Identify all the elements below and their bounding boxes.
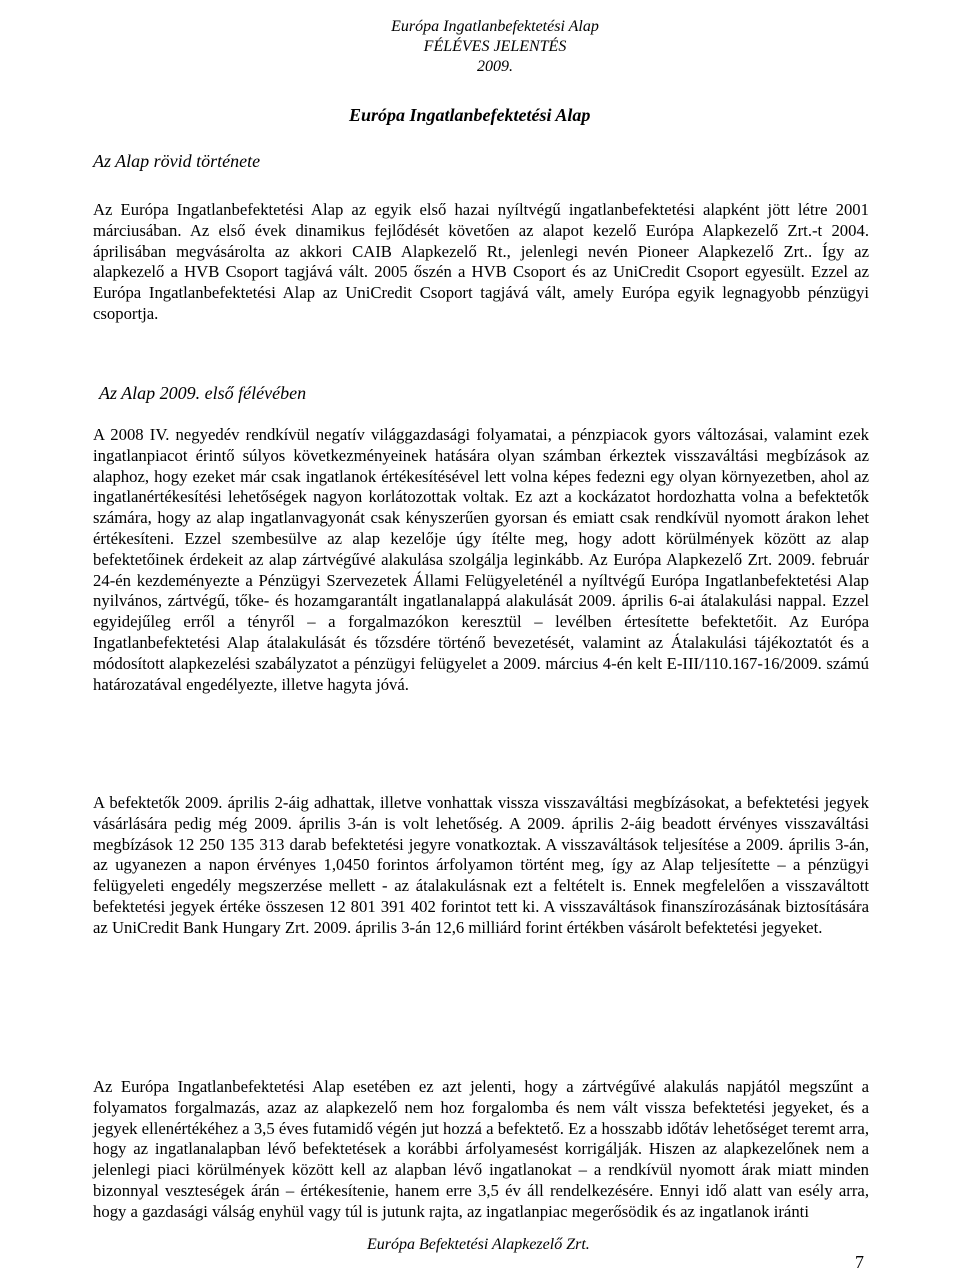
page-title: Európa Ingatlanbefektetési Alap [349, 105, 591, 125]
header-fund-name: Európa Ingatlanbefektetési Alap [391, 18, 599, 35]
h1-2009-heading: Az Alap 2009. első félévében [99, 383, 307, 403]
paragraph-closed-end: Az Európa Ingatlanbefektetési Alap esetében ez azt jelenti, hogy a zártvégűvé alakulás napjától megszűnt a folyamatos forgalmazás, azaz az alapkezelő nem hoz forgalomba és nem vált vissza befektetési jegyeket, és a jegyek ellenértékéhez a 3,5 éves futamidő végén jut hozzá a befektető. Ez a hosszabb időtáv lehetőséget teremt arra, hogy az ingatlanalapban lévő befektetések a korábbi árfolyamesést korrigálják. Hiszen az alapkezelőnek nem a jelenlegi piaci körülmények között kell az alapban lévő ingatlanokat – a rendkívül nyomott árak miatt minden bizonnyal veszteségek árán – értékesítenie, hanem erre 3,5 év áll rendelkezésére. Ennyi idő alatt van esély arra, hogy a gazdasági válság enyhül vagy túl is jutunk rajta, az ingatlanpiac megerősödik és az ingatlanok iránti [93, 1077, 869, 1221]
running-header [330, 17, 660, 77]
footer-company: Európa Befektetési Alapkezelő Zrt. [367, 1236, 590, 1253]
paragraph-2008-q4: A 2008 IV. negyedév rendkívül negatív világgazdasági folyamatai, a pénzpiacok gyors változásai, valamint ezek ingatlanpiacot érintő súlyos következményeinek hatására olyan számban érkeztek visszaváltási megbízások az alaphoz, hogy ezeket már csak ingatlanok értékesítésével lett volna képes fedezni egy olyan környezetben, ahol az ingatlanértékesítési lehetőségek nagyon korlátozottak voltak. Ez azt a kockázatot hordozhatta volna a befektetők számára, hogy az alap ingatlanvagyonát csak kényszerűen gyorsan és emiatt csak rendkívül nyomott árakon lehet értékesíteni. Ezzel szembesülve az alap kezelője úgy ítélte meg, hogy adott körülmények között az alap befektetőinek érdekeit az alap zártvégűvé alakulása szolgálja leginkább. Az Európa Alapkezelő Zrt. 2009. február 24-én kezdeményezte a Pénzügyi Szervezetek Állami Felügyeleténél a nyíltvégű Európa Ingatlanbefektetési Alap nyilvános, zártvégű, tőke- és hozamgarantált ingatlanalappá alakulását 2009. április 6-ai átalakulási nappal. Ezzel egyidejűleg erről a tényről – a forgalmazókon keresztül – levélben értesítette befektetőit. Az Európa Ingatlanbefektetési Alap átalakulását és tőzsdére történő bevezetését, valamint az Átalakulási tájékoztatót és a módosított alapkezelési szabályzatot a pénzügyi felügyelet a 2009. március 4-én kelt E-III/110.167-16/2009. számú határozatával engedélyezte, illetve hagyta jóvá. [93, 425, 869, 694]
history-heading: Az Alap rövid története [93, 151, 261, 171]
history-paragraph: Az Európa Ingatlanbefektetési Alap az egyik első hazai nyíltvégű ingatlanbefektetési alapként jött létre 2001 márciusában. Az első évek dinamikus fejlődését követően az alapot kezelő Európa Alapkezelő Zrt.-t 2004. áprilisában megvásárolta az akkori CAIB Alapkezelő Rt., jelenlegi nevén Pioneer Alapkezelő Zrt.. Így az alapkezelő a HVB Csoport tagjává vált. 2005 őszén a HVB Csoport és az UniCredit Csoport egyesült. Ezzel az Európa Ingatlanbefektetési Alap az UniCredit Csoport tagjává vált, amely Európa egyik legnagyobb pénzügyi csoportja. [93, 200, 869, 323]
paragraph-redemptions: A befektetők 2009. április 2-áig adhattak, illetve vonhattak vissza visszaváltási megbízásokat, a befektetési jegyek vásárlására pedig még 2009. április 3-án is volt lehetőség. A 2009. április 2-áig beadott érvényes visszaváltási megbízások 12 250 135 313 darab befektetési jegyre vonatkoztak. A visszaváltások teljesítése a 2009. április 3-án, az ugyanezen a napon érvényes 1,0450 forintos árfolyamon történt meg, így az Alap teljesítette – a pénzügyi felügyeleti engedély megszerzése mellett - az átalakulásnak ezt a feltételt is. Ennek megfelelően a visszaváltott befektetési jegyek értéke összesen 12 801 391 402 forintot tett ki. A visszaváltások finanszírozásának biztosítására az UniCredit Bank Hungary Zrt. 2009. április 3-án 12,6 milliárd forint értékben vásárolt befektetési jegyeket. [93, 793, 869, 937]
header-report-type: FÉLÉVES JELENTÉS [423, 38, 567, 55]
page-number: 7 [855, 1252, 864, 1272]
header-year: 2009. [477, 58, 513, 75]
